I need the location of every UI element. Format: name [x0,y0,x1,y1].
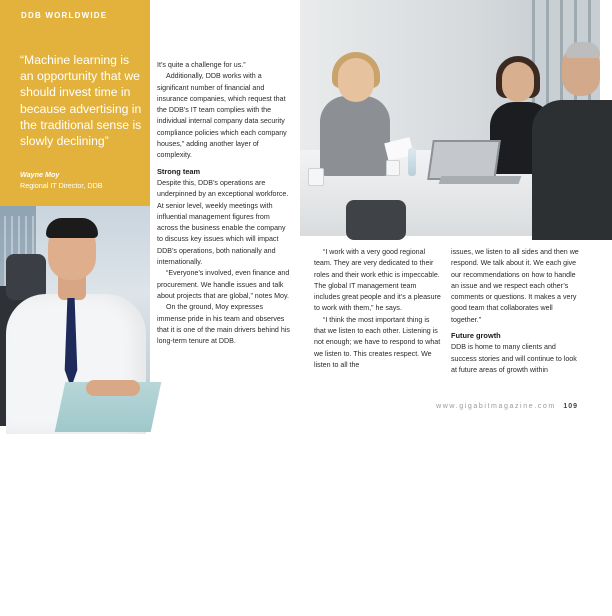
quote-attribution-name: Wayne Moy [20,170,60,179]
paragraph: “I think the most important thing is that we listen to each other. Listening is not enough; we have to respond to what we listen to. This creates respect. We listen to all the [314,315,441,369]
paragraph: DDB is home to many clients and success stories and will continue to look at future areas of growth within [451,343,577,374]
quote-attribution-title: Regional IT Director, DDB [20,181,103,190]
article-column-2 [314,247,442,371]
page-number-left: 108 [20,609,37,616]
paragraph: “I work with a very good regional team. They are very dedicated to their roles and their work ethic is impeccable. The global IT management team includes great people and it’s a pleasure to work with them,” he says. [314,248,441,313]
paragraph: Despite this, DDB’s operations are underpinned by an exceptional workforce. At senior level, weekly meetings with influential management figures from across the business enable the company to discuss key issues which will impact DDB’s operations, both nationally and internationally. [157,178,289,267]
section-label: DDB WORLDWIDE [21,11,108,20]
paragraph: Additionally, DDB works with a significant number of financial and insurance companies, which request that the DDB’s IT team complies with the individual internal company data security compliance policies which each company houses,” adding another layer of complexity. [157,72,287,160]
subheading-future-growth: Future growth [451,331,501,341]
paragraph: issues, we listen to all sides and then we respond. We talk about it. We each give our recommendations on how to handle an issue and we respect each other’s comments or questions. It makes a very good team that collaborates well together.” [451,248,579,324]
footer-url-link[interactable]: www.gigabitmagazine.com [436,403,556,410]
meeting-photo [300,0,600,236]
subheading-strong-team: Strong team [157,166,201,176]
portrait-photo [0,206,150,616]
article-column-3 [451,247,579,376]
page-number-right: 109 [563,403,578,410]
paragraph: It’s quite a challenge for us.” [157,61,246,69]
footer [436,403,578,410]
paragraph: On the ground, Moy expresses immense pride in his team and observes that it is one of the main drivers behind his long-term tenure at DDB. [157,303,290,346]
pull-quote: “Machine learning is an opportunity that we should invest time in because advertising in the traditional sense is slowly declining” [20,53,142,149]
paragraph: “Everyone’s involved, even finance and procurement. We handle issues and talk about projects that are global,” notes Moy. [157,269,290,300]
pull-quote-panel [0,0,150,206]
article-column-1 [157,60,292,347]
